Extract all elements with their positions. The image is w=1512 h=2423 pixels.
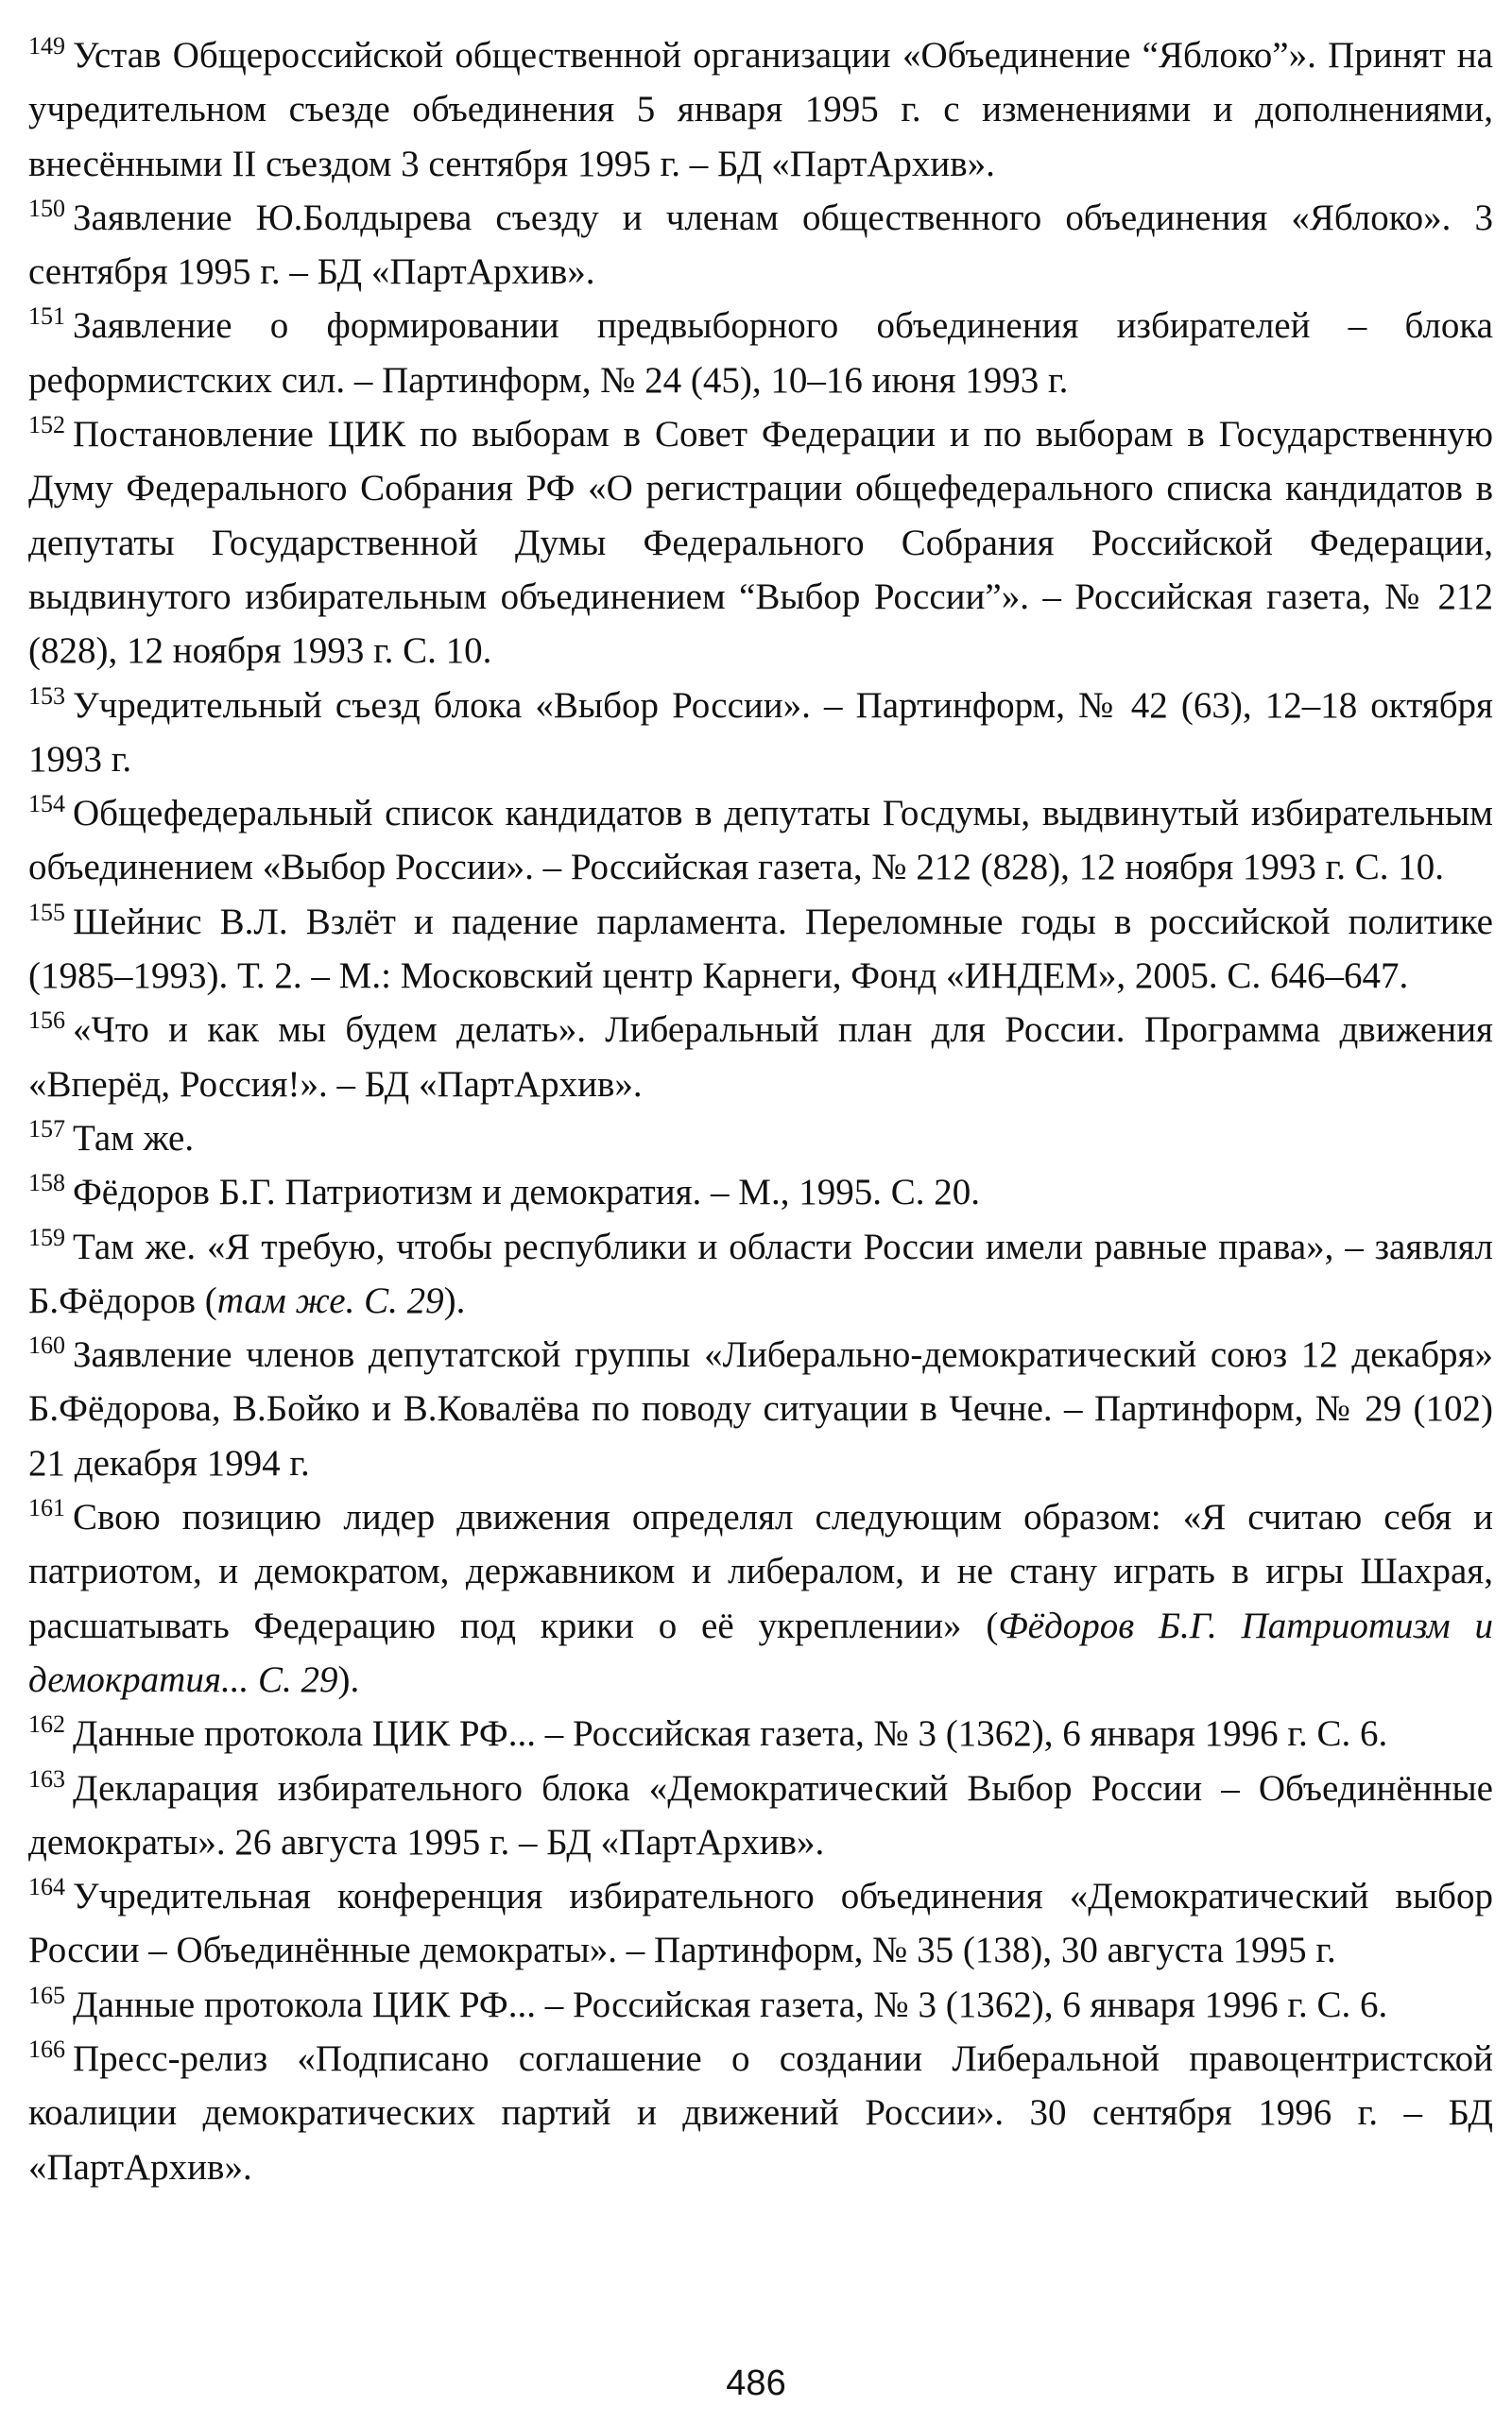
- footnote-157: [28, 1111, 1493, 1165]
- footnote-text-end: ).: [443, 1280, 466, 1321]
- footnote-text: Заявление о формировании предвыборного объединения избирателей – блока реформистских сил. – Партинформ, № 24 (45), 10–16 июня 1993 г.: [28, 305, 1493, 401]
- footnote-number: 163: [28, 1764, 65, 1793]
- footnote-151: [28, 299, 1493, 407]
- footnote-number: 157: [28, 1114, 65, 1143]
- footnote-155: [28, 895, 1493, 1004]
- footnote-153: [28, 679, 1493, 787]
- footnote-162: [28, 1707, 1493, 1761]
- footnote-text: Устав Общероссийской общественной организации «Объединение “Яблоко”». Принят на учредительном съезде объединения 5 января 1995 г. с изменениями и дополнениями, внесёнными II съездом 3 сентября 1995 г. – БД «ПартАрхив».: [28, 35, 1493, 184]
- footnote-number: 149: [28, 32, 65, 60]
- footnote-text: Постановление ЦИК по выборам в Совет Федерации и по выборам в Государственную Думу Федерального Собрания РФ «О регистрации общефедерального списка кандидатов в депутаты Государственной Думы Федерального Собрания Российской Федерации, выдвинутого избирательным объединением “Выбор России”». – Российская газета, № 212 (828), 12 ноября 1993 г. С. 10.: [28, 414, 1493, 672]
- footnote-italic-reference: Фёдоров Б.Г. Патриотизм и демократия... С. 29: [28, 1605, 1493, 1700]
- footnote-number: 154: [28, 790, 65, 818]
- footnote-italic-reference: там же. С. 29: [216, 1280, 444, 1321]
- footnote-number: 152: [28, 411, 65, 439]
- footnote-166: [28, 2032, 1493, 2194]
- footnote-161: [28, 1490, 1493, 1707]
- footnote-number: 150: [28, 194, 65, 222]
- footnote-164: [28, 1869, 1493, 1978]
- footnote-text: Общефедеральный список кандидатов в депутаты Госдумы, выдвинутый избирательным объединением «Выбор России». – Российская газета, № 212 (828), 12 ноября 1993 г. С. 10.: [28, 793, 1493, 888]
- footnote-158: [28, 1165, 1493, 1219]
- footnote-number: 161: [28, 1494, 65, 1522]
- footnotes-page: [28, 28, 1493, 2315]
- footnote-text: Там же. «Я требую, чтобы республики и области России имели равные права», – заявлял Б.Фёдоров (: [28, 1226, 1493, 1321]
- footnote-number: 160: [28, 1332, 65, 1360]
- footnote-160: [28, 1328, 1493, 1490]
- footnote-number: 165: [28, 1981, 65, 2009]
- footnote-156: [28, 1003, 1493, 1111]
- footnote-text: Данные протокола ЦИК РФ... – Российская газета, № 3 (1362), 6 января 1996 г. С. 6.: [73, 1984, 1388, 2025]
- footnote-150: [28, 191, 1493, 300]
- footnote-text: Заявление членов депутатской группы «Либерально-демократический союз 12 декабря» Б.Фёдорова, В.Бойко и В.Ковалёва по поводу ситуации в Чечне. – Партинформ, № 29 (102) 21 декабря 1994 г.: [28, 1334, 1493, 1484]
- footnote-154: [28, 786, 1493, 895]
- footnote-163: [28, 1761, 1493, 1870]
- page-number: 486: [726, 2363, 786, 2403]
- footnote-number: 164: [28, 1873, 65, 1901]
- footnote-number: 153: [28, 681, 65, 710]
- footnote-number: 162: [28, 1710, 65, 1739]
- footnote-number: 166: [28, 2035, 65, 2063]
- footnote-text: Заявление Ю.Болдырева съезду и членам общественного объединения «Яблоко». 3 сентября 1995 г. – БД «ПартАрхив».: [28, 197, 1493, 293]
- footnote-text-end: ).: [337, 1658, 360, 1700]
- footnote-text: Декларация избирательного блока «Демократический Выбор России – Объединённые демократы». 26 августа 1995 г. – БД «ПартАрхив».: [28, 1767, 1493, 1863]
- footnote-text: Пресс-релиз «Подписано соглашение о создании Либеральной правоцентристской коалиции демократических партий и движений России». 30 сентября 1996 г. – БД «ПартАрхив».: [28, 2037, 1493, 2188]
- footnote-text: «Что и как мы будем делать». Либеральный план для России. Программа движения «Вперёд, Россия!». – БД «ПартАрхив».: [28, 1009, 1493, 1105]
- footnote-text: Фёдоров Б.Г. Патриотизм и демократия. – М., 1995. С. 20.: [73, 1172, 980, 1213]
- footnote-text: Свою позицию лидер движения определял следующим образом: «Я считаю себя и патриотом, и демократом, державником и либералом, и не стану играть в игры Шахрая, расшатывать Федерацию под крики о её укреплении» (: [28, 1497, 1493, 1646]
- footnote-number: 159: [28, 1223, 65, 1251]
- footnote-text: Там же.: [73, 1117, 195, 1159]
- footnote-149: [28, 28, 1493, 191]
- footnote-text: Учредительный съезд блока «Выбор России». – Партинформ, № 42 (63), 12–18 октября 1993 г.: [28, 684, 1493, 780]
- footnote-number: 158: [28, 1169, 65, 1197]
- footnote-text: Учредительная конференция избирательного объединения «Демократический выбор России – Объединённые демократы». – Партинформ, № 35 (138), 30 августа 1995 г.: [28, 1876, 1493, 1971]
- footnote-number: 151: [28, 302, 65, 331]
- footnote-text: Шейнис В.Л. Взлёт и падение парламента. Переломные годы в российской политике (1985–1993). Т. 2. – М.: Московский центр Карнеги, Фонд «ИНДЕМ», 2005. С. 646–647.: [28, 901, 1493, 997]
- footnote-text: Данные протокола ЦИК РФ... – Российская газета, № 3 (1362), 6 января 1996 г. С. 6.: [73, 1713, 1388, 1755]
- footnote-number: 155: [28, 898, 65, 926]
- footnote-165: [28, 1978, 1493, 2032]
- footnote-number: 156: [28, 1006, 65, 1035]
- footnote-152: [28, 407, 1493, 678]
- footnote-159: [28, 1220, 1493, 1329]
